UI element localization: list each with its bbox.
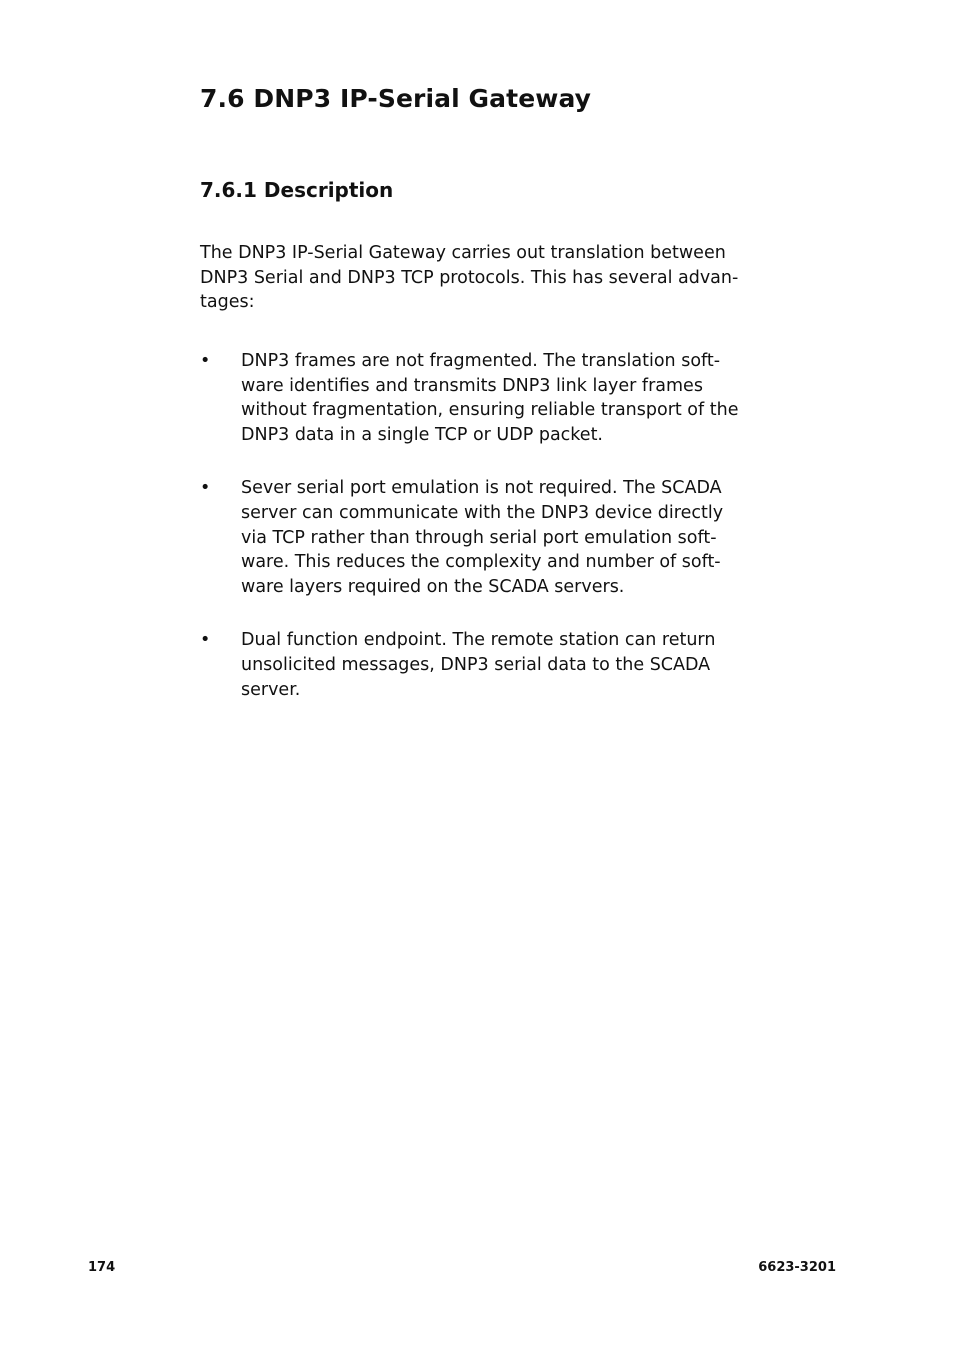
list-item-line: server can communicate with the DNP3 device directly — [241, 502, 724, 523]
intro-line: DNP3 Serial and DNP3 TCP protocols. This has several advan- — [200, 267, 739, 288]
advantages-list — [200, 349, 740, 731]
list-item-line: without fragmentation, ensuring reliable transport of the — [241, 400, 739, 421]
intro-line: The DNP3 IP-Serial Gateway carries out translation between — [200, 243, 726, 263]
bullet-icon: • — [200, 630, 211, 651]
list-item-line: DNP3 data in a single TCP or UDP packet. — [241, 424, 603, 445]
list-item-line: Sever serial port emulation is not required. The SCADA — [241, 478, 722, 499]
list-item — [200, 349, 740, 447]
list-item-line: DNP3 frames are not fragmented. The translation soft- — [241, 351, 721, 371]
list-item-line: ware identifies and transmits DNP3 link layer frames — [241, 375, 703, 396]
list-item — [200, 628, 740, 702]
list-item-line: ware. This reduces the complexity and number of soft- — [241, 552, 721, 573]
subsection-title: 7.6.1 Description — [200, 178, 394, 202]
list-item-line: server. — [241, 679, 301, 700]
list-item-line: ware layers required on the SCADA servers. — [241, 576, 625, 597]
intro-paragraph — [200, 241, 739, 315]
bullet-icon: • — [200, 478, 211, 499]
list-item-line: Dual function endpoint. The remote station can return — [241, 630, 716, 651]
page-number: 174 — [88, 1260, 116, 1275]
list-item — [200, 476, 740, 599]
document-number: 6623-3201 — [758, 1260, 836, 1275]
section-title: 7.6 DNP3 IP-Serial Gateway — [200, 84, 592, 113]
bullet-icon: • — [200, 351, 211, 371]
intro-line: tages: — [200, 292, 255, 313]
list-item-line: unsolicited messages, DNP3 serial data to the SCADA — [241, 654, 711, 675]
list-item-line: via TCP rather than through serial port emulation soft- — [241, 527, 717, 548]
